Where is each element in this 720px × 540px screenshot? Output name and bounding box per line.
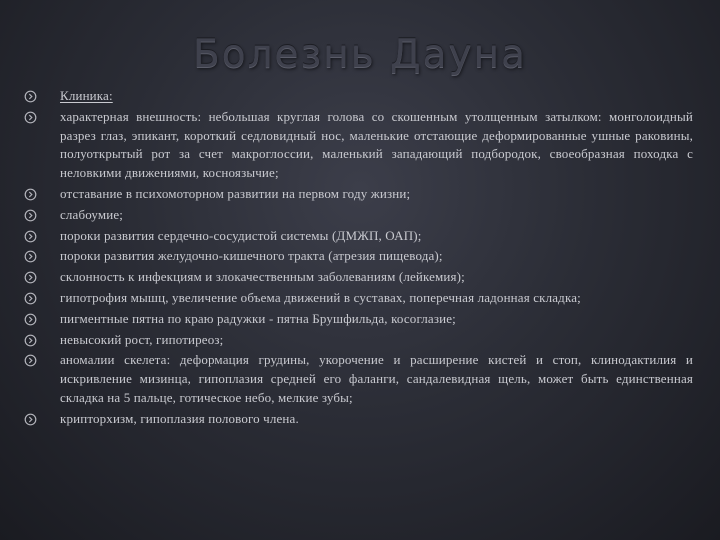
list-item-text: отставание в психомоторном развитии на первом году жизни;: [60, 185, 411, 201]
list-item-text: гипотрофия мышц, увеличение объема движений в суставах, поперечная ладонная складка;: [60, 289, 581, 305]
circled-chevron-right-icon: [24, 292, 37, 305]
circled-chevron-right-icon: [24, 111, 37, 124]
list-item: [24, 289, 693, 308]
circled-chevron-right-icon: [24, 354, 37, 367]
circled-chevron-right-icon: [24, 230, 37, 243]
list-item: [24, 227, 693, 246]
list-item-text: невысокий рост, гипотиреоз;: [60, 331, 224, 347]
list-item: [24, 247, 693, 266]
circled-chevron-right-icon: [24, 209, 37, 222]
list-item-heading: [24, 87, 693, 106]
list-item: [24, 108, 693, 183]
list-item: [24, 410, 693, 429]
circled-chevron-right-icon: [24, 188, 37, 201]
list-item: [24, 331, 693, 350]
list-item-text: аномалии скелета: деформация грудины, укорочение и расширение кистей и стоп, клинодактилия и искривление мизинца, гипоплазия средней его фаланги, сандалевидная щель, может быть единственная складка на 5 пальце, готическое небо, мелкие зубы;: [60, 352, 693, 405]
circled-chevron-right-icon: [24, 90, 37, 103]
circled-chevron-right-icon: [24, 271, 37, 284]
list-item-text: слабоумие;: [60, 206, 124, 222]
list-item: [24, 268, 693, 287]
list-item-text: характерная внешность: небольшая круглая голова со скошенным утолщенным затылком: монголоидный разрез глаз, эпикант, короткий седловидный нос, маленькие отстающие деформированные ушные раковины, полуоткрытый рот за счет макроглоссии, маленький западающий подбородок, своеобразная походка с неловкими движениями, косноязычие;: [60, 108, 693, 181]
circled-chevron-right-icon: [24, 413, 37, 426]
circled-chevron-right-icon: [24, 250, 37, 263]
circled-chevron-right-icon: [24, 334, 37, 347]
list-item: [24, 310, 693, 329]
section-heading: Клиника:: [60, 88, 113, 103]
list-item-text: склонность к инфекциям и злокачественным заболеваниям (лейкемия);: [60, 269, 465, 285]
list-item: [24, 351, 693, 407]
list-item-text: крипторхизм, гипоплазия полового члена.: [60, 410, 299, 426]
list-item-text: пороки развития сердечно-сосудистой системы (ДМЖП, ОАП);: [60, 227, 422, 243]
list-item-text: пигментные пятна по краю радужки - пятна Брушфильда, косоглазие;: [60, 310, 456, 326]
slide-title: Болезнь Дауна: [192, 32, 527, 77]
circled-chevron-right-icon: [24, 313, 37, 326]
bullet-list: [24, 87, 693, 431]
list-item: [24, 206, 693, 225]
list-item-text: пороки развития желудочно-кишечного тракта (атрезия пищевода);: [60, 248, 443, 264]
list-item: [24, 185, 693, 204]
